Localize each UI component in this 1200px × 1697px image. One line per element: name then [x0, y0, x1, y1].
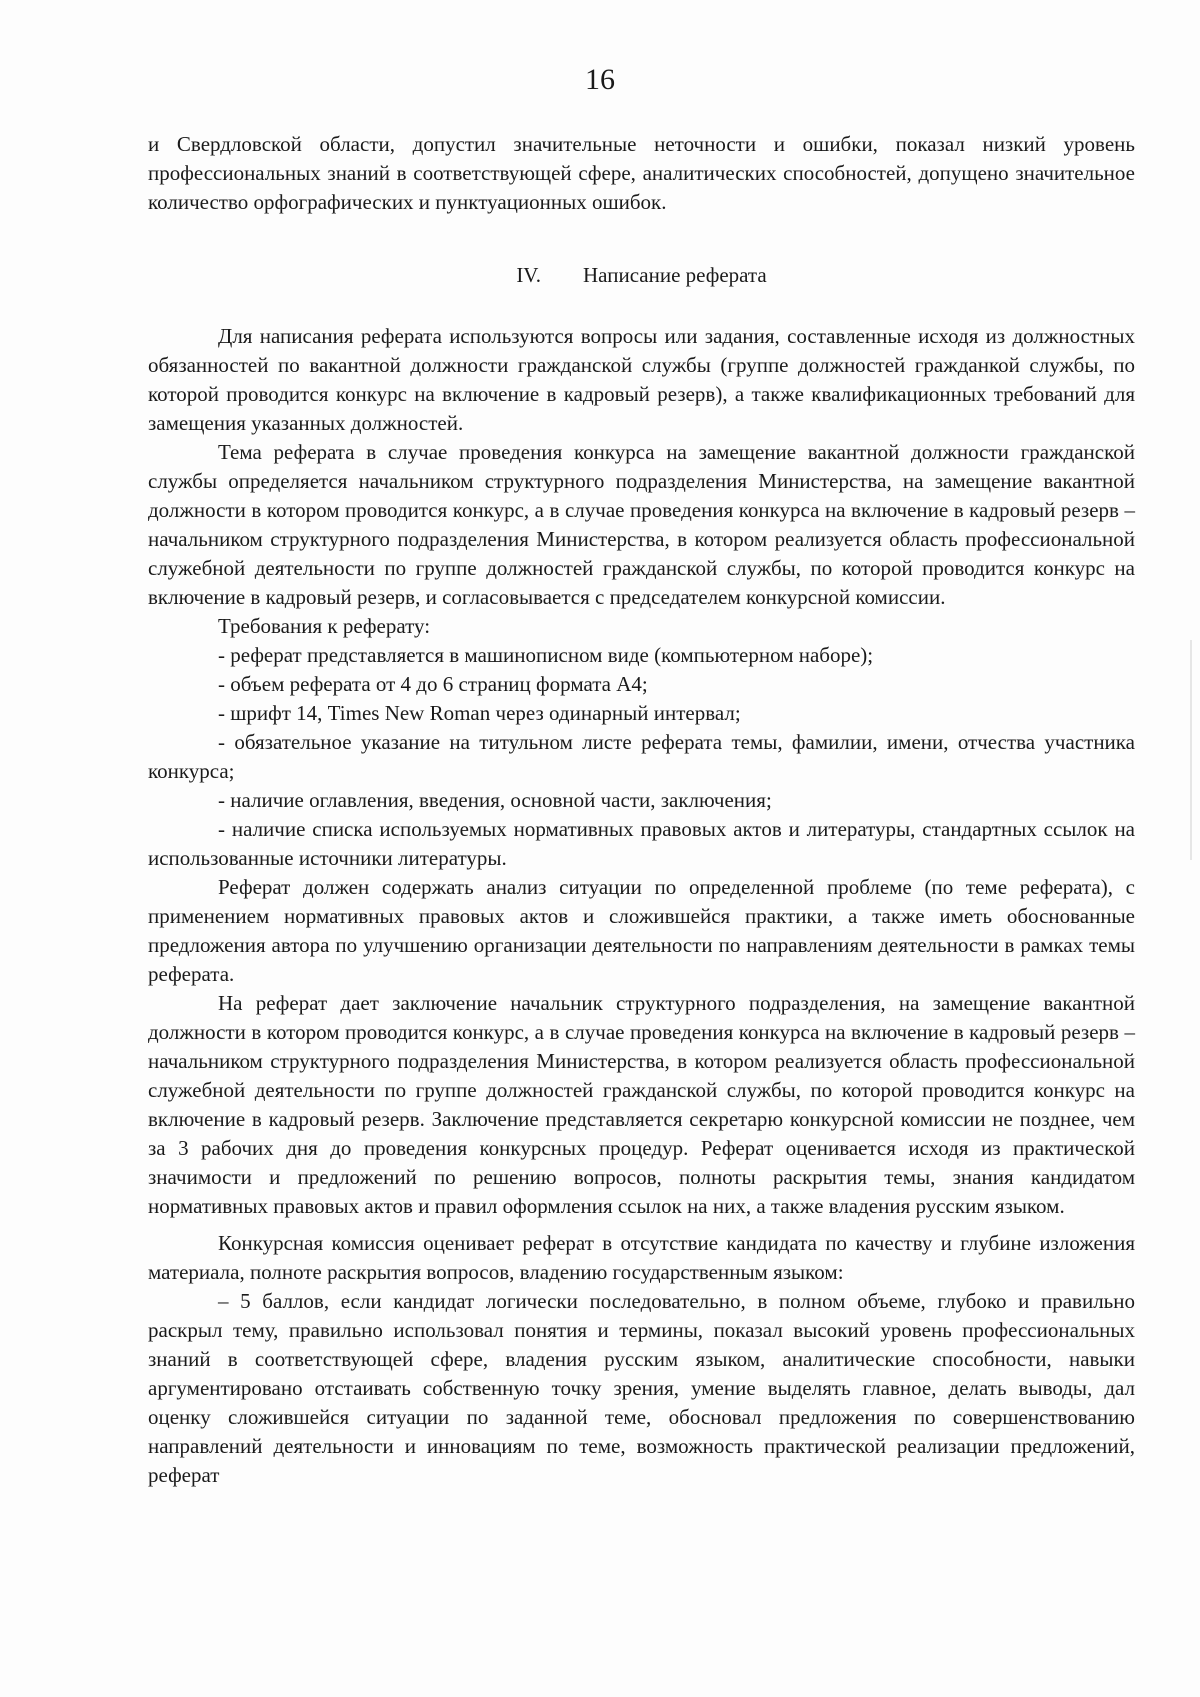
- paragraph-purpose: Для написания реферата используются вопросы или задания, составленные исходя из должностных обязанностей по вакантной должности гражданской службы (группе должностей гражданкой службы, по которой проводится конкурс на включение в кадровый резерв), а также квалификационных требований для замещения указанных должностей.: [148, 324, 1135, 435]
- page-content: [148, 130, 1135, 1490]
- requirements-heading: Требования к реферату:: [218, 614, 431, 638]
- requirement-item: - обязательное указание на титульном листе реферата темы, фамилии, имени, отчества участника конкурса;: [148, 730, 1135, 783]
- scan-edge-mark: [1190, 640, 1192, 860]
- section-heading: [148, 261, 1135, 290]
- paragraph-conclusion: На реферат дает заключение начальник структурного подразделения, на замещение вакантной должности в котором проводится конкурс, а в случае проведения конкурса на включение в кадровый резерв – начальником структурного подразделения Министерства, в котором реализуется область профессиональной служебной деятельности по группе должностей гражданской службы, по которой проводится конкурс на включение в кадровый резерв. Заключение представляется секретарю конкурсной комиссии не позднее, чем за 3 рабочих дня до проведения конкурсных процедур. Реферат оценивается исходя из практической значимости и предложений по решению вопросов, полноты раскрытия темы, знания кандидатом нормативных правовых актов и правил оформления ссылок на них, а также владения русским языком.: [148, 991, 1135, 1218]
- section-number: IV.: [516, 263, 542, 287]
- page-number: 16: [585, 63, 615, 96]
- paragraph-score-5: – 5 баллов, если кандидат логически последовательно, в полном объеме, глубоко и правильно раскрыл тему, правильно использовал понятия и термины, показал высокий уровень профессиональных знаний в соответствующей сфере, владения русским языком, аналитические способности, навыки аргументировано отстаивать собственную точку зрения, умение выделять главное, делать выводы, дал оценку сложившейся ситуации по заданной теме, обосновал предложения по совершенствованию направлений деятельности и инновациям по теме, возможность практической реализации предложений, реферат: [148, 1289, 1135, 1487]
- requirement-item: - наличие списка используемых нормативных правовых актов и литературы, стандартных ссылок на использованные источники литературы.: [148, 817, 1135, 870]
- continuation-paragraph: и Свердловской области, допустил значительные неточности и ошибки, показал низкий уровень профессиональных знаний в соответствующей сфере, аналитических способностей, допущено значительное количество орфографических и пунктуационных ошибок.: [148, 132, 1135, 214]
- requirement-item: - реферат представляется в машинописном виде (компьютерном наборе);: [218, 643, 874, 667]
- requirement-item: - шрифт 14, Times New Roman через одинарный интервал;: [218, 701, 741, 725]
- section-title: Написание реферата: [583, 263, 767, 287]
- requirement-item: - объем реферата от 4 до 6 страниц формата А4;: [218, 672, 648, 696]
- paragraph-evaluation: Конкурсная комиссия оценивает реферат в отсутствие кандидата по качеству и глубине изложения материала, полноте раскрытия вопросов, владению государственным языком:: [148, 1231, 1135, 1284]
- paragraph-topic: Тема реферата в случае проведения конкурса на замещение вакантной должности гражданской службы определяется начальником структурного подразделения Министерства, на замещение вакантной должности в котором проводится конкурс, а в случае проведения конкурса на включение в кадровый резерв – начальником структурного подразделения Министерства, в котором реализуется область профессиональной служебной деятельности по группе должностей гражданской службы, по которой проводится конкурс на включение в кадровый резерв, и согласовывается с председателем конкурсной комиссии.: [148, 440, 1135, 609]
- requirement-item: - наличие оглавления, введения, основной части, заключения;: [218, 788, 772, 812]
- paragraph-content: Реферат должен содержать анализ ситуации по определенной проблеме (по теме реферата), с применением нормативных правовых актов и сложившейся практики, а также иметь обоснованные предложения автора по улучшению организации деятельности по направлениям деятельности в рамках темы реферата.: [148, 875, 1135, 986]
